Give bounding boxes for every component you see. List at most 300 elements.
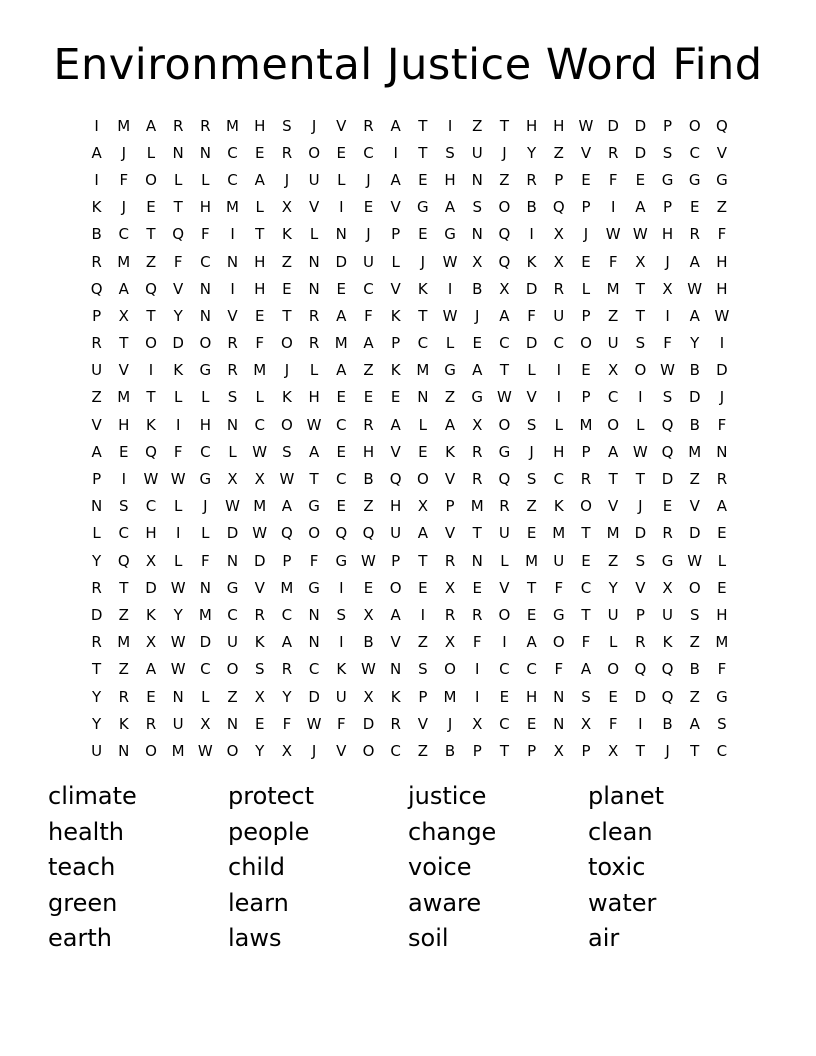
grid-cell[interactable]: M xyxy=(117,116,131,135)
grid-cell[interactable]: A xyxy=(254,170,265,189)
grid-cell[interactable]: Y xyxy=(173,605,183,624)
grid-cell[interactable]: D xyxy=(661,470,674,489)
grid-cell[interactable]: W xyxy=(170,633,186,652)
grid-cell[interactable]: C xyxy=(499,334,510,353)
grid-cell[interactable]: N xyxy=(308,605,320,624)
grid-cell[interactable]: T xyxy=(499,361,509,380)
grid-cell[interactable]: A xyxy=(308,442,320,461)
grid-cell[interactable]: S xyxy=(282,116,292,135)
grid-cell[interactable]: I xyxy=(447,116,453,135)
grid-cell[interactable]: O xyxy=(308,524,320,543)
grid-cell[interactable]: P xyxy=(554,170,564,189)
grid-cell[interactable]: V xyxy=(499,578,510,597)
grid-cell[interactable]: N xyxy=(471,551,483,570)
grid-cell[interactable]: L xyxy=(445,334,455,353)
grid-cell[interactable]: N xyxy=(226,415,239,434)
grid-cell[interactable]: L xyxy=(418,415,428,434)
grid-cell[interactable]: B xyxy=(444,741,456,760)
grid-cell[interactable]: S xyxy=(282,442,292,461)
grid-cell[interactable]: D xyxy=(688,524,701,543)
grid-cell[interactable]: A xyxy=(390,116,401,135)
grid-cell[interactable]: N xyxy=(172,143,184,162)
grid-cell[interactable]: A xyxy=(444,198,456,217)
grid-cell[interactable]: K xyxy=(146,605,156,624)
grid-cell[interactable]: Q xyxy=(661,415,674,434)
grid-cell[interactable]: E xyxy=(662,497,673,516)
grid-cell[interactable]: X xyxy=(444,633,456,652)
grid-cell[interactable]: G xyxy=(308,497,320,516)
grid-cell[interactable]: H xyxy=(390,497,402,516)
grid-cell[interactable]: T xyxy=(119,578,129,597)
grid-cell[interactable]: A xyxy=(390,605,401,624)
grid-cell[interactable]: Z xyxy=(716,198,728,217)
grid-cell[interactable]: A xyxy=(608,442,619,461)
grid-cell[interactable]: Z xyxy=(472,116,483,135)
grid-cell[interactable]: G xyxy=(661,551,674,570)
grid-cell[interactable]: M xyxy=(715,633,729,652)
grid-cell[interactable]: F xyxy=(472,633,482,652)
grid-cell[interactable]: V xyxy=(254,578,265,597)
grid-cell[interactable]: T xyxy=(418,551,428,570)
grid-cell[interactable]: J xyxy=(311,741,317,760)
grid-cell[interactable]: G xyxy=(199,470,212,489)
grid-cell[interactable]: A xyxy=(716,497,728,516)
grid-cell[interactable]: T xyxy=(499,116,509,135)
grid-cell[interactable]: Q xyxy=(117,551,130,570)
grid-cell[interactable]: P xyxy=(418,687,428,706)
grid-cell[interactable]: W xyxy=(496,388,512,407)
grid-cell[interactable]: R xyxy=(281,660,293,679)
grid-cell[interactable]: G xyxy=(716,170,728,189)
grid-cell[interactable]: S xyxy=(336,605,347,624)
grid-cell[interactable]: D xyxy=(607,116,619,135)
grid-cell[interactable]: M xyxy=(117,252,131,271)
grid-cell[interactable]: F xyxy=(717,415,727,434)
grid-cell[interactable]: X xyxy=(499,279,510,298)
grid-cell[interactable]: P xyxy=(581,198,591,217)
grid-cell[interactable]: S xyxy=(635,551,646,570)
grid-cell[interactable]: A xyxy=(336,306,347,325)
grid-cell[interactable]: K xyxy=(526,252,537,271)
grid-cell[interactable]: K xyxy=(445,442,455,461)
grid-cell[interactable]: C xyxy=(363,143,374,162)
grid-cell[interactable]: H xyxy=(199,198,211,217)
grid-cell[interactable]: N xyxy=(226,252,239,271)
grid-cell[interactable]: L xyxy=(146,143,156,162)
grid-cell[interactable]: K xyxy=(662,633,673,652)
grid-cell[interactable]: C xyxy=(227,143,238,162)
grid-cell[interactable]: W xyxy=(361,660,376,679)
grid-cell[interactable]: T xyxy=(499,741,509,760)
grid-cell[interactable]: F xyxy=(309,551,319,570)
grid-cell[interactable]: R xyxy=(91,252,102,271)
grid-cell[interactable]: F xyxy=(717,660,727,679)
grid-cell[interactable]: V xyxy=(336,741,347,760)
grid-cell[interactable]: D xyxy=(634,687,647,706)
grid-cell[interactable]: P xyxy=(92,470,102,489)
grid-cell[interactable]: Q xyxy=(552,198,565,217)
grid-cell[interactable]: N xyxy=(553,714,565,733)
grid-cell[interactable]: V xyxy=(173,279,184,298)
grid-cell[interactable]: V xyxy=(444,524,456,543)
grid-cell[interactable]: W xyxy=(170,470,186,489)
grid-cell[interactable]: Q xyxy=(498,252,511,271)
grid-cell[interactable]: K xyxy=(173,361,184,380)
grid-cell[interactable]: F xyxy=(554,660,564,679)
grid-cell[interactable]: F xyxy=(554,578,564,597)
grid-cell[interactable]: J xyxy=(665,252,670,271)
grid-cell[interactable]: V xyxy=(390,442,401,461)
grid-cell[interactable]: Q xyxy=(634,660,647,679)
grid-cell[interactable]: D xyxy=(308,687,320,706)
grid-cell[interactable]: B xyxy=(662,714,673,733)
grid-cell[interactable]: Q xyxy=(498,225,511,244)
grid-cell[interactable]: R xyxy=(227,361,238,380)
grid-cell[interactable]: O xyxy=(688,116,701,135)
grid-cell[interactable]: G xyxy=(661,170,674,189)
grid-cell[interactable]: I xyxy=(610,198,616,217)
grid-cell[interactable]: D xyxy=(199,633,212,652)
grid-cell[interactable]: O xyxy=(145,170,157,189)
grid-cell[interactable]: H xyxy=(525,116,538,135)
grid-cell[interactable]: L xyxy=(173,388,183,407)
grid-cell[interactable]: D xyxy=(172,334,184,353)
grid-cell[interactable]: E xyxy=(472,578,482,597)
grid-cell[interactable]: M xyxy=(117,388,131,407)
grid-cell[interactable]: X xyxy=(553,252,564,271)
grid-cell[interactable]: D xyxy=(145,578,157,597)
grid-cell[interactable]: L xyxy=(173,170,183,189)
grid-cell[interactable]: I xyxy=(447,279,453,298)
grid-cell[interactable]: Y xyxy=(92,714,102,733)
grid-cell[interactable]: W xyxy=(170,578,186,597)
grid-cell[interactable]: S xyxy=(662,388,673,407)
grid-cell[interactable]: R xyxy=(716,470,728,489)
grid-cell[interactable]: M xyxy=(253,361,267,380)
grid-cell[interactable]: R xyxy=(91,578,102,597)
grid-cell[interactable]: C xyxy=(390,741,401,760)
grid-cell[interactable]: C xyxy=(499,660,510,679)
grid-cell[interactable]: X xyxy=(363,687,374,706)
grid-cell[interactable]: Z xyxy=(363,361,374,380)
grid-cell[interactable]: X xyxy=(553,741,564,760)
grid-cell[interactable]: X xyxy=(444,578,456,597)
grid-cell[interactable]: Z xyxy=(118,660,129,679)
grid-cell[interactable]: T xyxy=(635,279,645,298)
grid-cell[interactable]: E xyxy=(526,605,537,624)
grid-cell[interactable]: J xyxy=(203,497,208,516)
grid-cell[interactable]: L xyxy=(201,388,210,407)
grid-cell[interactable]: F xyxy=(581,633,591,652)
grid-cell[interactable]: S xyxy=(635,334,646,353)
grid-cell[interactable]: J xyxy=(366,225,371,244)
grid-cell[interactable]: R xyxy=(145,714,157,733)
grid-cell[interactable]: G xyxy=(471,388,484,407)
grid-cell[interactable]: U xyxy=(91,741,103,760)
grid-cell[interactable]: I xyxy=(638,714,643,733)
grid-cell[interactable]: L xyxy=(92,524,101,543)
grid-cell[interactable]: V xyxy=(390,279,401,298)
grid-cell[interactable]: S xyxy=(119,497,129,516)
grid-cell[interactable]: Q xyxy=(145,279,157,298)
grid-cell[interactable]: H xyxy=(716,279,728,298)
grid-cell[interactable]: R xyxy=(607,143,619,162)
grid-cell[interactable]: L xyxy=(173,497,183,516)
grid-cell[interactable]: P xyxy=(663,198,673,217)
grid-cell[interactable]: D xyxy=(525,279,538,298)
grid-cell[interactable]: I xyxy=(638,388,643,407)
grid-cell[interactable]: L xyxy=(228,442,237,461)
grid-cell[interactable]: I xyxy=(175,524,181,543)
grid-cell[interactable]: L xyxy=(527,361,536,380)
grid-cell[interactable]: X xyxy=(417,497,428,516)
grid-cell[interactable]: C xyxy=(363,279,374,298)
grid-cell[interactable]: E xyxy=(418,170,428,189)
grid-cell[interactable]: L xyxy=(201,524,210,543)
grid-cell[interactable]: H xyxy=(254,279,266,298)
grid-cell[interactable]: T xyxy=(282,306,292,325)
grid-cell[interactable]: L xyxy=(309,361,319,380)
grid-cell[interactable]: U xyxy=(553,306,565,325)
grid-cell[interactable]: U xyxy=(662,605,674,624)
grid-cell[interactable]: K xyxy=(146,415,156,434)
grid-cell[interactable]: I xyxy=(175,415,181,434)
grid-cell[interactable]: M xyxy=(171,741,185,760)
grid-cell[interactable]: I xyxy=(475,660,480,679)
grid-cell[interactable]: E xyxy=(336,143,347,162)
grid-cell[interactable]: E xyxy=(282,279,292,298)
grid-cell[interactable]: G xyxy=(444,361,456,380)
grid-cell[interactable]: T xyxy=(472,524,482,543)
grid-cell[interactable]: C xyxy=(689,143,700,162)
grid-cell[interactable]: W xyxy=(170,660,186,679)
grid-cell[interactable]: U xyxy=(227,633,239,652)
grid-cell[interactable]: E xyxy=(526,524,537,543)
grid-cell[interactable]: X xyxy=(553,225,564,244)
grid-cell[interactable]: J xyxy=(420,252,426,271)
grid-cell[interactable]: W xyxy=(687,279,703,298)
grid-cell[interactable]: K xyxy=(336,660,347,679)
grid-cell[interactable]: H xyxy=(444,170,456,189)
grid-cell[interactable]: H xyxy=(199,415,211,434)
grid-cell[interactable]: S xyxy=(227,388,238,407)
grid-cell[interactable]: S xyxy=(445,143,455,162)
grid-cell[interactable]: P xyxy=(663,116,673,135)
grid-cell[interactable]: Q xyxy=(498,470,511,489)
grid-cell[interactable]: W xyxy=(252,442,268,461)
grid-cell[interactable]: F xyxy=(608,252,618,271)
grid-cell[interactable]: A xyxy=(145,660,157,679)
grid-cell[interactable]: G xyxy=(199,361,212,380)
grid-cell[interactable]: I xyxy=(339,578,344,597)
grid-cell[interactable]: M xyxy=(416,361,430,380)
grid-cell[interactable]: O xyxy=(145,334,157,353)
grid-cell[interactable]: Z xyxy=(145,252,157,271)
grid-cell[interactable]: T xyxy=(146,225,156,244)
grid-cell[interactable]: C xyxy=(553,470,565,489)
grid-cell[interactable]: E xyxy=(336,388,347,407)
grid-cell[interactable]: T xyxy=(690,741,700,760)
grid-cell[interactable]: R xyxy=(580,470,592,489)
grid-cell[interactable]: A xyxy=(689,714,700,733)
grid-cell[interactable]: E xyxy=(363,388,374,407)
grid-cell[interactable]: W xyxy=(605,225,621,244)
grid-cell[interactable]: I xyxy=(556,361,561,380)
grid-cell[interactable]: F xyxy=(663,334,672,353)
grid-cell[interactable]: X xyxy=(472,714,483,733)
grid-cell[interactable]: X xyxy=(662,578,673,597)
grid-cell[interactable]: F xyxy=(255,334,265,353)
grid-cell[interactable]: L xyxy=(608,633,618,652)
grid-cell[interactable]: V xyxy=(635,578,646,597)
grid-cell[interactable]: E xyxy=(418,225,428,244)
grid-cell[interactable]: Y xyxy=(690,334,700,353)
grid-cell[interactable]: M xyxy=(688,442,702,461)
grid-cell[interactable]: E xyxy=(608,687,618,706)
grid-cell[interactable]: S xyxy=(581,687,591,706)
grid-cell[interactable]: T xyxy=(255,225,265,244)
grid-cell[interactable]: H xyxy=(553,442,565,461)
grid-cell[interactable]: Q xyxy=(362,524,375,543)
grid-cell[interactable]: R xyxy=(281,143,293,162)
grid-cell[interactable]: P xyxy=(635,605,645,624)
grid-cell[interactable]: W xyxy=(197,741,213,760)
grid-cell[interactable]: E xyxy=(146,198,156,217)
grid-cell[interactable]: B xyxy=(91,225,102,244)
grid-cell[interactable]: T xyxy=(527,578,537,597)
grid-cell[interactable]: N xyxy=(471,170,483,189)
grid-cell[interactable]: L xyxy=(201,170,210,189)
grid-cell[interactable]: M xyxy=(226,198,239,217)
grid-cell[interactable]: K xyxy=(553,497,564,516)
grid-cell[interactable]: M xyxy=(334,334,348,353)
grid-cell[interactable]: N xyxy=(199,143,211,162)
grid-cell[interactable]: D xyxy=(634,116,647,135)
grid-cell[interactable]: Z xyxy=(608,306,619,325)
grid-cell[interactable]: S xyxy=(418,660,428,679)
grid-cell[interactable]: X xyxy=(281,741,293,760)
grid-cell[interactable]: R xyxy=(635,633,646,652)
grid-cell[interactable]: G xyxy=(716,687,728,706)
grid-cell[interactable]: U xyxy=(308,170,320,189)
grid-cell[interactable]: A xyxy=(580,660,592,679)
grid-cell[interactable]: N xyxy=(308,252,320,271)
grid-cell[interactable]: F xyxy=(336,714,346,733)
grid-cell[interactable]: O xyxy=(688,578,701,597)
grid-cell[interactable]: D xyxy=(362,714,375,733)
grid-cell[interactable]: A xyxy=(635,198,646,217)
grid-cell[interactable]: G xyxy=(498,442,511,461)
grid-cell[interactable]: R xyxy=(472,605,483,624)
grid-cell[interactable]: M xyxy=(525,551,539,570)
grid-cell[interactable]: Q xyxy=(90,279,103,298)
grid-cell[interactable]: S xyxy=(717,714,727,733)
grid-cell[interactable]: E xyxy=(254,714,265,733)
grid-cell[interactable]: P xyxy=(92,306,102,325)
grid-cell[interactable]: E xyxy=(254,306,265,325)
grid-cell[interactable]: V xyxy=(689,497,700,516)
grid-cell[interactable]: R xyxy=(472,470,483,489)
grid-cell[interactable]: E xyxy=(390,388,401,407)
grid-cell[interactable]: I xyxy=(529,225,534,244)
grid-cell[interactable]: Q xyxy=(172,225,185,244)
grid-cell[interactable]: S xyxy=(662,143,673,162)
grid-cell[interactable]: U xyxy=(471,143,483,162)
grid-cell[interactable]: I xyxy=(339,633,344,652)
grid-cell[interactable]: J xyxy=(583,225,589,244)
grid-cell[interactable]: B xyxy=(472,279,483,298)
grid-cell[interactable]: H xyxy=(525,687,538,706)
grid-cell[interactable]: E xyxy=(119,442,129,461)
grid-cell[interactable]: C xyxy=(200,660,211,679)
grid-cell[interactable]: J xyxy=(121,143,126,162)
grid-cell[interactable]: H xyxy=(716,605,728,624)
grid-cell[interactable]: N xyxy=(118,741,130,760)
grid-cell[interactable]: O xyxy=(281,415,293,434)
grid-cell[interactable]: N xyxy=(471,225,483,244)
grid-cell[interactable]: A xyxy=(336,361,347,380)
grid-cell[interactable]: O xyxy=(145,741,157,760)
grid-cell[interactable]: I xyxy=(230,279,235,298)
grid-cell[interactable]: S xyxy=(526,415,537,434)
grid-cell[interactable]: I xyxy=(502,633,507,652)
grid-cell[interactable]: M xyxy=(443,687,457,706)
grid-cell[interactable]: Z xyxy=(689,687,700,706)
grid-cell[interactable]: L xyxy=(554,415,563,434)
grid-cell[interactable]: R xyxy=(363,415,374,434)
grid-cell[interactable]: L xyxy=(173,551,183,570)
grid-cell[interactable]: R xyxy=(91,633,102,652)
grid-cell[interactable]: U xyxy=(172,714,184,733)
grid-cell[interactable]: O xyxy=(498,198,511,217)
grid-cell[interactable]: Z xyxy=(499,170,510,189)
grid-cell[interactable]: X xyxy=(608,741,619,760)
grid-cell[interactable]: M xyxy=(470,497,484,516)
grid-cell[interactable]: C xyxy=(200,442,211,461)
grid-cell[interactable]: H xyxy=(254,252,266,271)
grid-cell[interactable]: X xyxy=(363,605,374,624)
grid-cell[interactable]: O xyxy=(308,143,320,162)
grid-cell[interactable]: W xyxy=(442,306,458,325)
grid-cell[interactable]: P xyxy=(445,497,455,516)
grid-cell[interactable]: V xyxy=(118,361,129,380)
grid-cell[interactable]: T xyxy=(635,470,645,489)
grid-cell[interactable]: K xyxy=(118,714,129,733)
grid-cell[interactable]: I xyxy=(556,388,561,407)
grid-cell[interactable]: H xyxy=(308,388,320,407)
grid-cell[interactable]: T xyxy=(418,116,428,135)
grid-cell[interactable]: C xyxy=(281,605,293,624)
grid-cell[interactable]: Z xyxy=(91,388,102,407)
grid-cell[interactable]: U xyxy=(91,361,103,380)
grid-cell[interactable]: B xyxy=(363,470,374,489)
grid-cell[interactable]: W xyxy=(578,116,594,135)
grid-cell[interactable]: M xyxy=(280,578,294,597)
grid-cell[interactable]: V xyxy=(227,306,238,325)
grid-cell[interactable]: I xyxy=(475,687,480,706)
grid-cell[interactable]: P xyxy=(527,741,537,760)
grid-cell[interactable]: E xyxy=(418,578,428,597)
grid-cell[interactable]: X xyxy=(254,687,265,706)
grid-cell[interactable]: Q xyxy=(335,524,348,543)
grid-cell[interactable]: L xyxy=(201,687,210,706)
grid-cell[interactable]: I xyxy=(339,198,344,217)
grid-cell[interactable]: D xyxy=(525,334,538,353)
grid-cell[interactable]: X xyxy=(662,279,673,298)
grid-cell[interactable]: L xyxy=(500,551,509,570)
grid-cell[interactable]: A xyxy=(281,497,293,516)
grid-cell[interactable]: I xyxy=(393,143,398,162)
